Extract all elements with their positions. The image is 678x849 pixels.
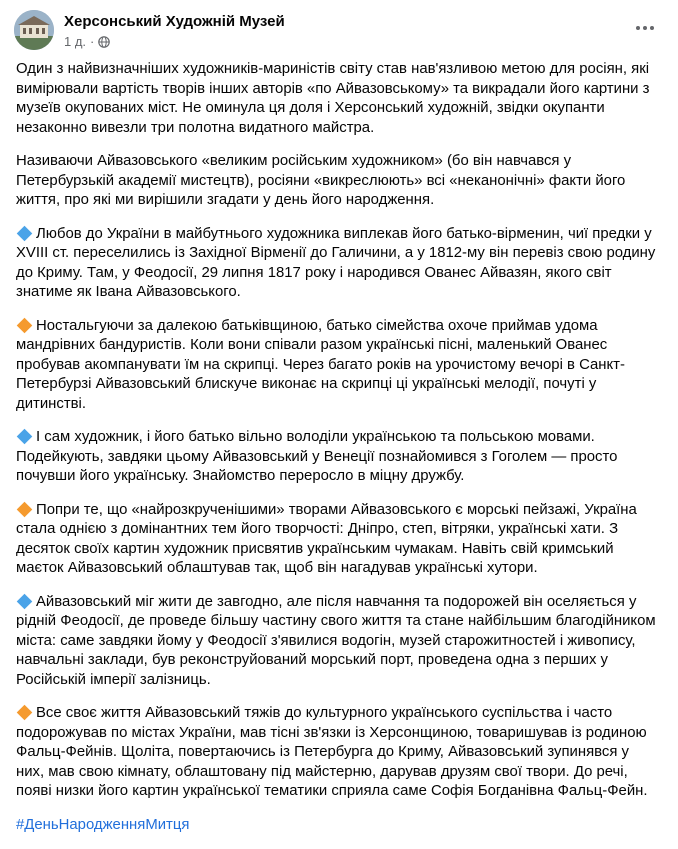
small-orange-diamond-icon bbox=[17, 317, 33, 333]
more-options-dot bbox=[643, 26, 647, 30]
paragraph-text: І сам художник, і його батько вільно володіли українською та польською мовами. Подейкують, завдяки цьому Айвазовський у Венеції познайомився з Гоголем — просто почувши його українську. Знайомство переросло в міцну дружбу. bbox=[16, 429, 618, 484]
hashtag-link[interactable]: #ДеньНародженняМитця bbox=[16, 816, 190, 833]
more-options-button[interactable] bbox=[628, 14, 662, 42]
more-options-dot bbox=[650, 26, 654, 30]
post-paragraph bbox=[16, 704, 658, 802]
small-orange-diamond-icon bbox=[17, 705, 33, 721]
post-paragraph bbox=[16, 317, 658, 415]
meta-separator: · bbox=[90, 34, 95, 49]
paragraph-text: Ностальгуючи за далекою батьківщиною, батько сімейства охоче приймав удома мандрівних бандуристів. Коли вони співали разом українські пісні, маленький Ованес пробував акомпанувати їм на скрипці. Через багато років на урочистому вечорі в Санкт-Петербурзі Айвазовський блискуче виконає на скрипці ці українські мелодії, почуті у дитинстві. bbox=[16, 317, 625, 412]
post-body bbox=[16, 60, 658, 849]
paragraph-text: Попри те, що «найрозкрученішими» творами Айвазовського є морські пейзажі, Україна стала однією з домінантних тем його творчості: Дніпро, степ, вітряки, українські хати. З десяток своїх картин художник присвятив українським чумакам. Навіть свій кримський маєток Айвазовський облаштував так, щоб він нагадував українські хутори. bbox=[16, 501, 637, 576]
page-name[interactable]: Херсонський Художній Музей bbox=[64, 13, 285, 30]
paragraph-text: Один з найвизначніших художників-мариністів світу став нав'язливою метою для росіян, які вимірювали вартість творів інших авторів «по Айвазовському» та викрадали його картини з музеїв окупованих міст. Не оминула ця доля і Херсонський художній, звідки окупанти незаконно вивезли три полотна видатного майстра. bbox=[16, 61, 650, 136]
small-blue-diamond-icon bbox=[17, 429, 33, 445]
post-paragraph bbox=[16, 152, 658, 211]
post-header bbox=[14, 8, 664, 56]
small-orange-diamond-icon bbox=[17, 501, 33, 517]
post-paragraph bbox=[16, 225, 658, 303]
post-time[interactable]: 1 д. bbox=[64, 34, 87, 49]
more-options-icon bbox=[636, 26, 640, 30]
small-blue-diamond-icon bbox=[17, 225, 33, 241]
paragraph-text: Любов до України в майбутнього художника виплекав його батько-вірменин, чиї предки у XVIII ст. переселились із Західної Вірменії до Галичини, а у 1812-му він перевіз свою родину до Криму. Там, у Феодосії, 29 липня 1817 року і народився Ованес Айвазян, якого світ знатиме як Івана Айвазовського. bbox=[16, 225, 656, 300]
hashtag-paragraph bbox=[16, 816, 658, 836]
post-meta bbox=[64, 34, 110, 49]
page-avatar[interactable] bbox=[14, 10, 54, 50]
post-paragraph bbox=[16, 501, 658, 579]
paragraph-text: Айвазовський міг жити де завгодно, але після навчання та подорожей він оселяється у рідній Феодосії, де проведе більшу частину свого життя та стане найбільшим благодійником міста: саме завдяки йому у Феодосії з'явилися водогін, музей старожитностей і живопису, навчальні заклади, був реконструйований морський порт, проведена одна з перших у Російській імперії залізниць. bbox=[16, 593, 656, 688]
post-paragraph bbox=[16, 60, 658, 138]
post-paragraph bbox=[16, 428, 658, 487]
globe-icon[interactable] bbox=[98, 36, 110, 48]
museum-building-icon bbox=[14, 10, 54, 50]
post-paragraph bbox=[16, 593, 658, 691]
paragraph-text: Називаючи Айвазовського «великим російським художником» (бо він навчався у Петербурзькій академії мистецтв), росіяни «викреслюють» всі «неканонічні» факти його життя, про які ми вирішили згадати у день його народження. bbox=[16, 153, 626, 208]
small-blue-diamond-icon bbox=[17, 593, 33, 609]
paragraph-text: Все своє життя Айвазовський тяжів до культурного українського суспільства і часто подорожував по містах України, мав тісні зв'язки із Херсонщиною, товаришував із родиною Фальц-Фейнів. Щоліта, повертаючись із Петербурга до Криму, Айвазовський зупинявся у них, мав свою кімнату, облаштовану під майстерню, дарував друзям свої твори. До речі, появі низки його картин української тематики сприяла саме Софія Богданівна Фальц-Фейн. bbox=[16, 705, 648, 799]
